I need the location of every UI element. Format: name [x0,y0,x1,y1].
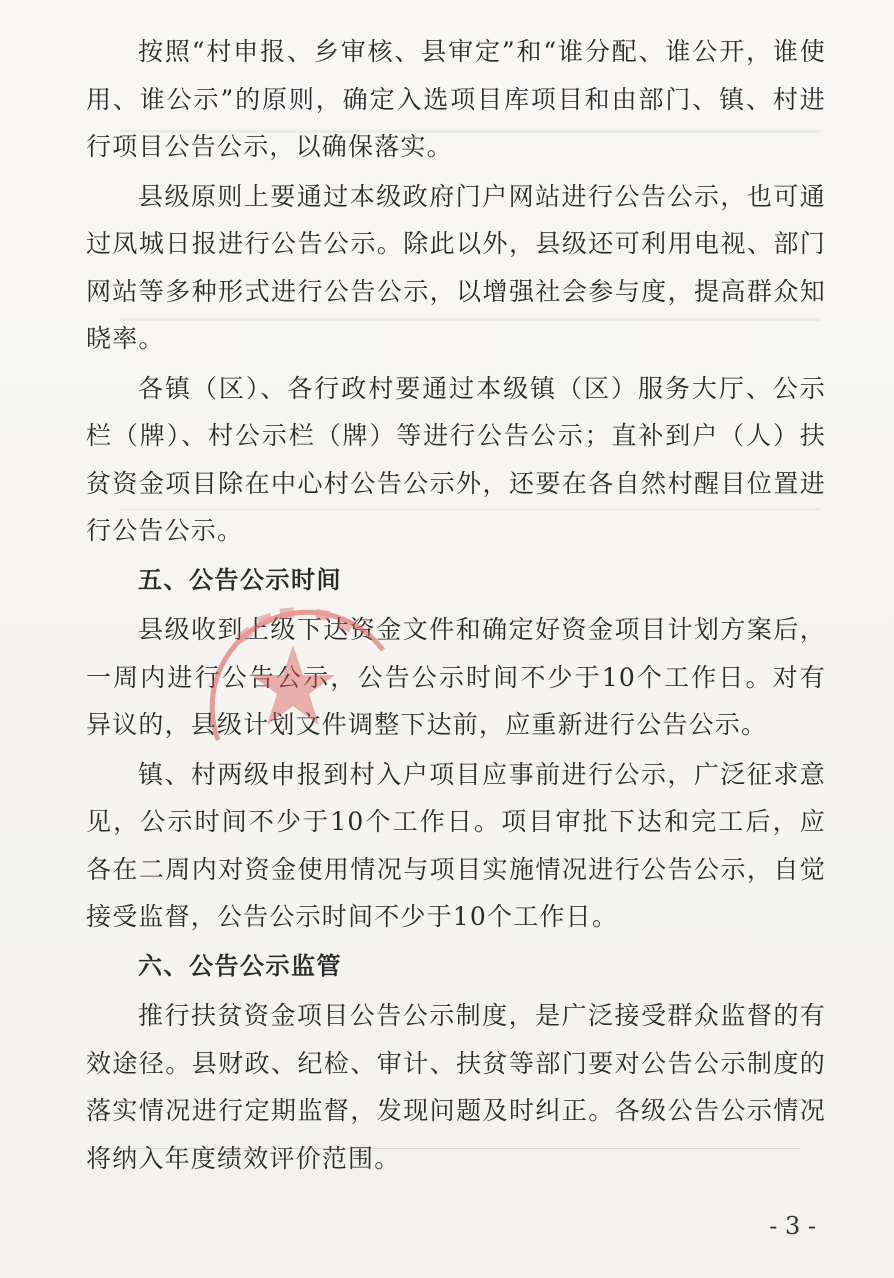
paragraph: 按照“村申报、乡审核、县审定”和“谁分配、谁公开，谁使用、谁公示”的原则，确定入选项目库项目和由部门、镇、村进行项目公告公示，以确保落实。 [86,37,826,161]
paragraph: 各镇（区）、各行政村要通过本级镇（区）服务大厅、公示栏（牌）、村公示栏（牌）等进行公告公示；直补到户（人）扶贫资金项目除在中心村公告公示外，还要在各自然村醒目位置进行公告公示。 [86,373,826,545]
paragraph: 县级收到上级下达资金文件和确定好资金项目计划方案后，一周内进行公告公示，公告公示时间不少于10个工作日。对有异议的，县级计划文件调整下达前，应重新进行公告公示。 [86,615,826,739]
paragraph: 推行扶贫资金项目公告公示制度，是广泛接受群众监督的有效途径。县财政、纪检、审计、扶贫等部门要对公告公示制度的落实情况进行定期监督，发现问题及时纠正。各级公告公示情况将纳入年度绩效评价范围。 [86,1001,826,1173]
paragraph: 镇、村两级申报到村入户项目应事前进行公示，广泛征求意见，公示时间不少于10个工作日。项目审批下达和完工后，应各在二周内对资金使用情况与项目实施情况进行公告公示，自觉接受监督，公告公示时间不少于10个工作日。 [86,759,826,931]
paragraph: 县级原则上要通过本级政府门户网站进行公告公示，也可通过凤城日报进行公告公示。除此以外，县级还可利用电视、部门网站等多种形式进行公告公示，以增强社会参与度，提高群众知晓率。 [86,181,826,353]
document-body [86,28,826,1184]
section-heading: 五、公告公示时间 [138,565,342,594]
section-heading: 六、公告公示监管 [138,951,342,980]
footer-rule [100,1148,800,1189]
page-number: - 3 - [769,1212,816,1240]
